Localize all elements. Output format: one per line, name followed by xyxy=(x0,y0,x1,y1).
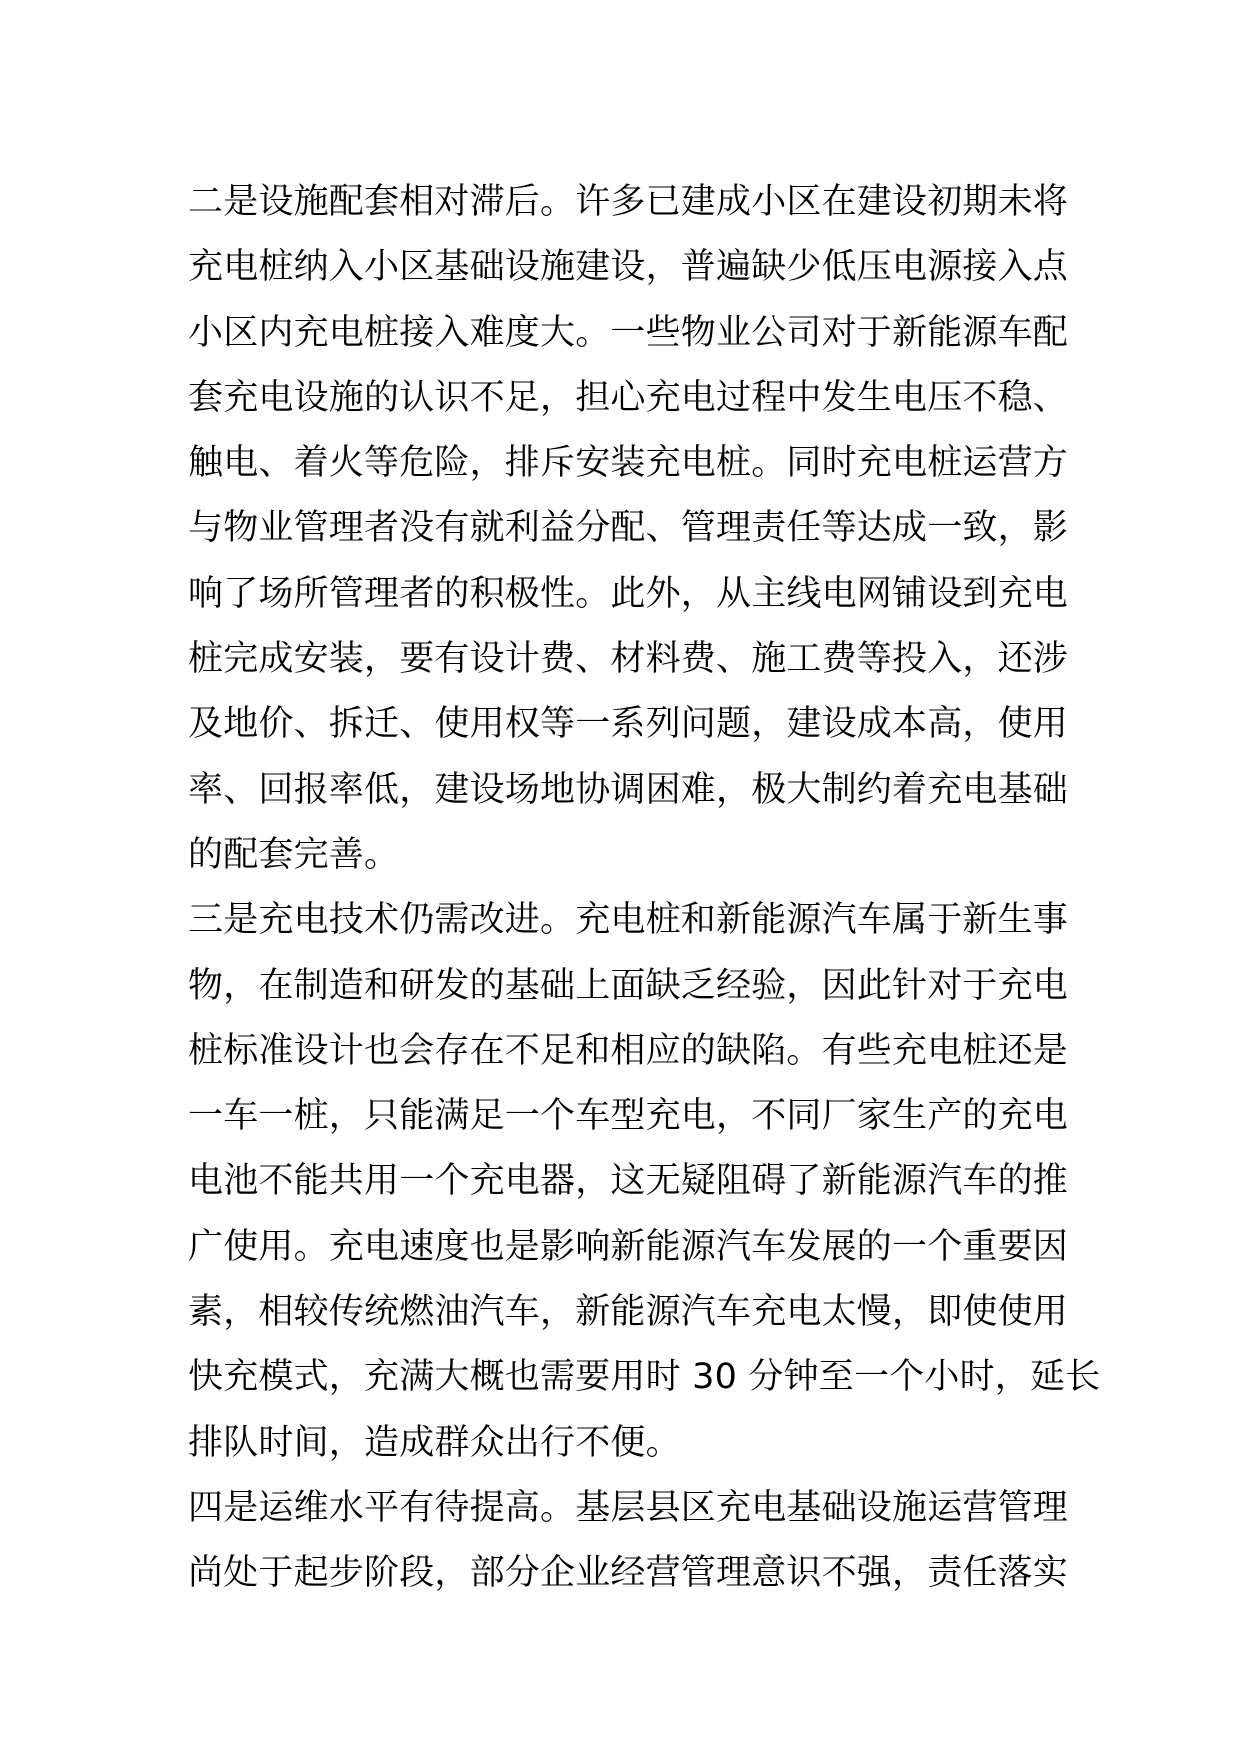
text-line: 二是设施配套相对滞后。许多已建成小区在建设初期未将 xyxy=(188,182,1069,222)
text-line: 充电桩纳入小区基础设施建设，普遍缺少低压电源接入点 xyxy=(188,247,1069,288)
text-line: 尚处于起步阶段，部分企业经营管理意识不强，责任落实 xyxy=(188,1553,1069,1594)
text-line: 响了场所管理者的积极性。此外，从主线电网铺设到充电 xyxy=(188,573,1069,614)
text-line: 三是充电技术仍需改进。充电桩和新能源汽车属于新生事 xyxy=(188,900,1069,941)
text-line: 小区内充电桩接入难度大。一些物业公司对于新能源车配 xyxy=(188,312,1069,353)
text-line: 套充电设施的认识不足，担心充电过程中发生电压不稳、 xyxy=(188,377,1069,418)
text-line: 物，在制造和研发的基础上面缺乏经验，因此针对于充电 xyxy=(188,965,1069,1006)
text-line: 桩标准设计也会存在不足和相应的缺陷。有些充电桩还是 xyxy=(188,1030,1069,1071)
text-line: 快充模式，充满大概也需要用时 30 分钟至一个小时，延长 xyxy=(188,1357,1101,1398)
text-line: 触电、着火等危险，排斥安装充电桩。同时充电桩运营方 xyxy=(188,443,1069,484)
text-line: 与物业管理者没有就利益分配、管理责任等达成一致，影 xyxy=(188,508,1069,549)
text-line: 电池不能共用一个充电器，这无疑阻碍了新能源汽车的推 xyxy=(188,1161,1069,1202)
text-line: 的配套完善。 xyxy=(188,834,400,875)
text-line: 率、回报率低，建设场地协调困难，极大制约着充电基础 xyxy=(188,769,1069,810)
text-line: 桩完成安装，要有设计费、材料费、施工费等投入，还涉 xyxy=(188,639,1069,680)
text-line: 一车一桩，只能满足一个车型充电，不同厂家生产的充电 xyxy=(188,1096,1069,1137)
text-line: 四是运维水平有待提高。基层县区充电基础设施运营管理 xyxy=(188,1487,1069,1528)
document-body xyxy=(188,170,1101,1607)
text-line: 素，相较传统燃油汽车，新能源汽车充电太慢，即使使用 xyxy=(188,1292,1069,1333)
text-line: 及地价、拆迁、使用权等一系列问题，建设成本高，使用 xyxy=(188,704,1069,745)
text-line: 排队时间，造成群众出行不便。 xyxy=(188,1422,681,1463)
text-line: 广使用。充电速度也是影响新能源汽车发展的一个重要因 xyxy=(188,1226,1069,1267)
